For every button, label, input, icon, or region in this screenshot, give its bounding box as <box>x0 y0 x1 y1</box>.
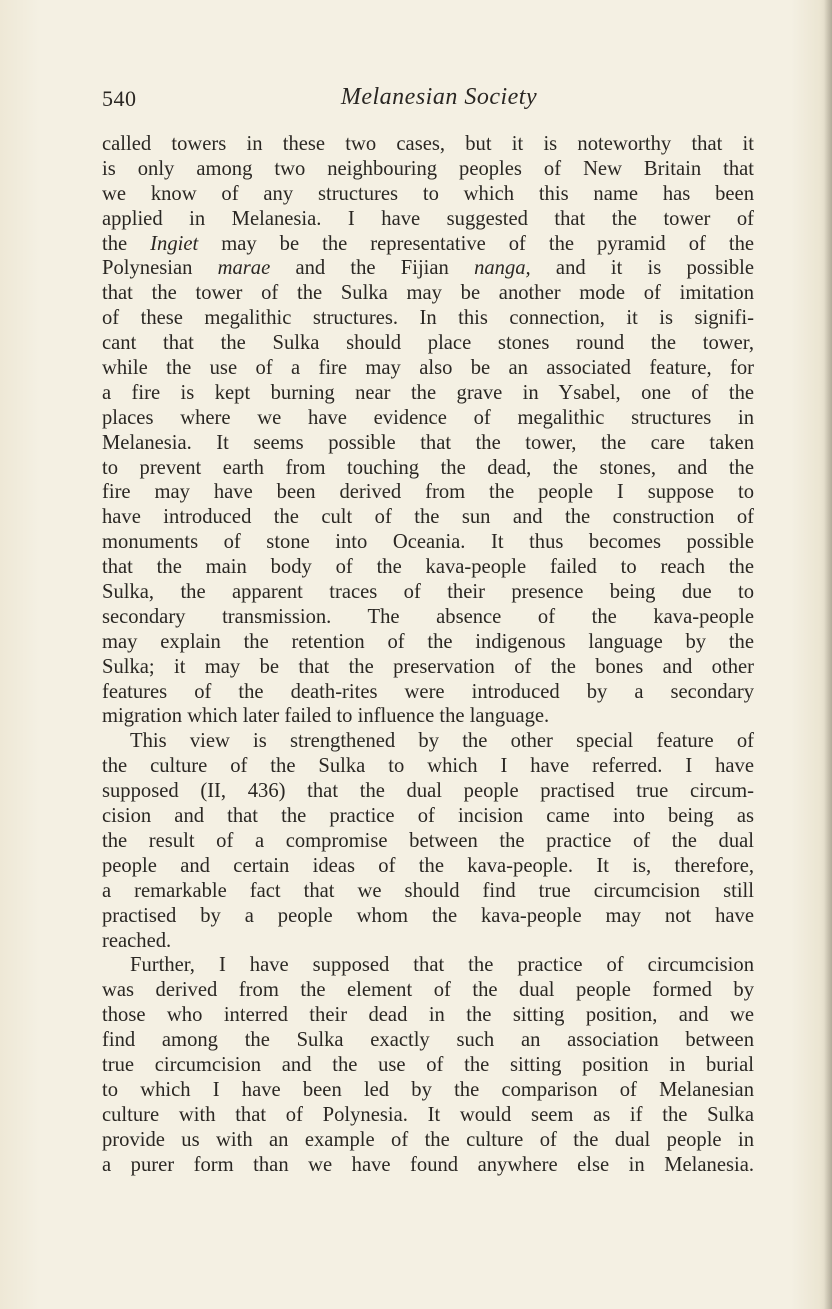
text-line: fire may have been derived from the people I suppose to <box>102 481 754 504</box>
text-segment: Polynesian <box>102 257 218 280</box>
paragraph-start-line: Further, I have supposed that the practice of circumcision <box>130 954 754 977</box>
text-line: supposed (II, 436) that the dual people practised true circum- <box>102 780 754 803</box>
text-line: monuments of stone into Oceania. It thus becomes possible <box>102 531 754 554</box>
text-line: the result of a compromise between the practice of the dual <box>102 829 754 852</box>
text-line: a remarkable fact that we should find true circumcision still <box>102 879 754 902</box>
text-line: called towers in these two cases, but it is noteworthy that it <box>102 133 754 155</box>
page-number: 540 <box>102 86 137 111</box>
text-line: Sulka; it may be that the preservation of the bones and other <box>102 655 754 678</box>
text-line: to which I have been led by the comparison of Melanesian <box>102 1078 754 1101</box>
page-edge-shadow <box>824 0 832 1309</box>
text-line: the culture of the Sulka to which I have referred. I have <box>102 755 754 778</box>
text-line: is only among two neighbouring peoples of New Britain that <box>102 157 754 180</box>
text-line: applied in Melanesia. I have suggested that the tower of <box>102 207 754 230</box>
text-line: features of the death-rites were introduced by a secondary <box>102 680 754 703</box>
text-line: that the tower of the Sulka may be another mode of imitation <box>102 282 754 305</box>
text-line: Sulka, the apparent traces of their presence being due to <box>102 581 754 604</box>
text-line: we know of any structures to which this name has been <box>102 182 754 205</box>
text-segment: and it is possible <box>530 257 754 280</box>
text-line: may explain the retention of the indigenous language by the <box>102 630 754 653</box>
italic-term-nanga: nanga, <box>474 257 531 280</box>
text-line-with-italic <box>102 256 754 281</box>
text-line: of these megalithic structures. In this connection, it is signifi- <box>102 307 754 330</box>
text-line: have introduced the cult of the sun and the construction of <box>102 506 754 529</box>
text-line: find among the Sulka exactly such an association between <box>102 1029 754 1052</box>
text-line: a purer form than we have found anywhere else in Melanesia. <box>102 1153 754 1176</box>
running-title: Melanesian Society <box>340 84 538 110</box>
text-line: people and certain ideas of the kava-people. It is, therefore, <box>102 854 754 877</box>
paragraph-start-line: This view is strengthened by the other special feature of <box>130 730 754 753</box>
text-line: cision and that the practice of incision came into being as <box>102 805 754 828</box>
text-line: that the main body of the kava-people failed to reach the <box>102 556 754 579</box>
body-text <box>102 132 754 1177</box>
text-line: provide us with an example of the culture of the dual people in <box>102 1128 754 1151</box>
text-segment: and the Fijian <box>270 257 475 280</box>
text-line: places where we have evidence of megalithic structures in <box>102 406 754 429</box>
text-line: reached. <box>102 929 172 952</box>
italic-term-marae: marae <box>217 257 271 280</box>
text-line: culture with that of Polynesia. It would seem as if the Sulka <box>102 1103 754 1126</box>
text-line-with-italic <box>102 232 754 257</box>
text-line: those who interred their dead in the sitting position, and we <box>102 1004 754 1027</box>
text-line: to prevent earth from touching the dead, the stones, and the <box>102 456 754 479</box>
text-line: true circumcision and the use of the sitting position in burial <box>102 1053 754 1076</box>
text-line: while the use of a fire may also be an associated feature, for <box>102 357 754 380</box>
text-line: practised by a people whom the kava-people may not have <box>102 904 754 927</box>
text-line: secondary transmission. The absence of the kava-people <box>102 605 754 628</box>
text-line: Melanesia. It seems possible that the tower, the care taken <box>102 431 754 454</box>
text-segment: may be the representative of the pyramid of the <box>198 232 755 255</box>
text-line: cant that the Sulka should place stones round the tower, <box>102 332 754 355</box>
text-line: migration which later failed to influence the language. <box>102 705 550 728</box>
text-line: was derived from the element of the dual people formed by <box>102 979 754 1002</box>
italic-term-ingiet: Ingiet <box>150 232 199 255</box>
text-segment: the <box>102 232 151 255</box>
text-line: a fire is kept burning near the grave in Ysabel, one of the <box>102 381 754 404</box>
page-header <box>102 80 754 116</box>
